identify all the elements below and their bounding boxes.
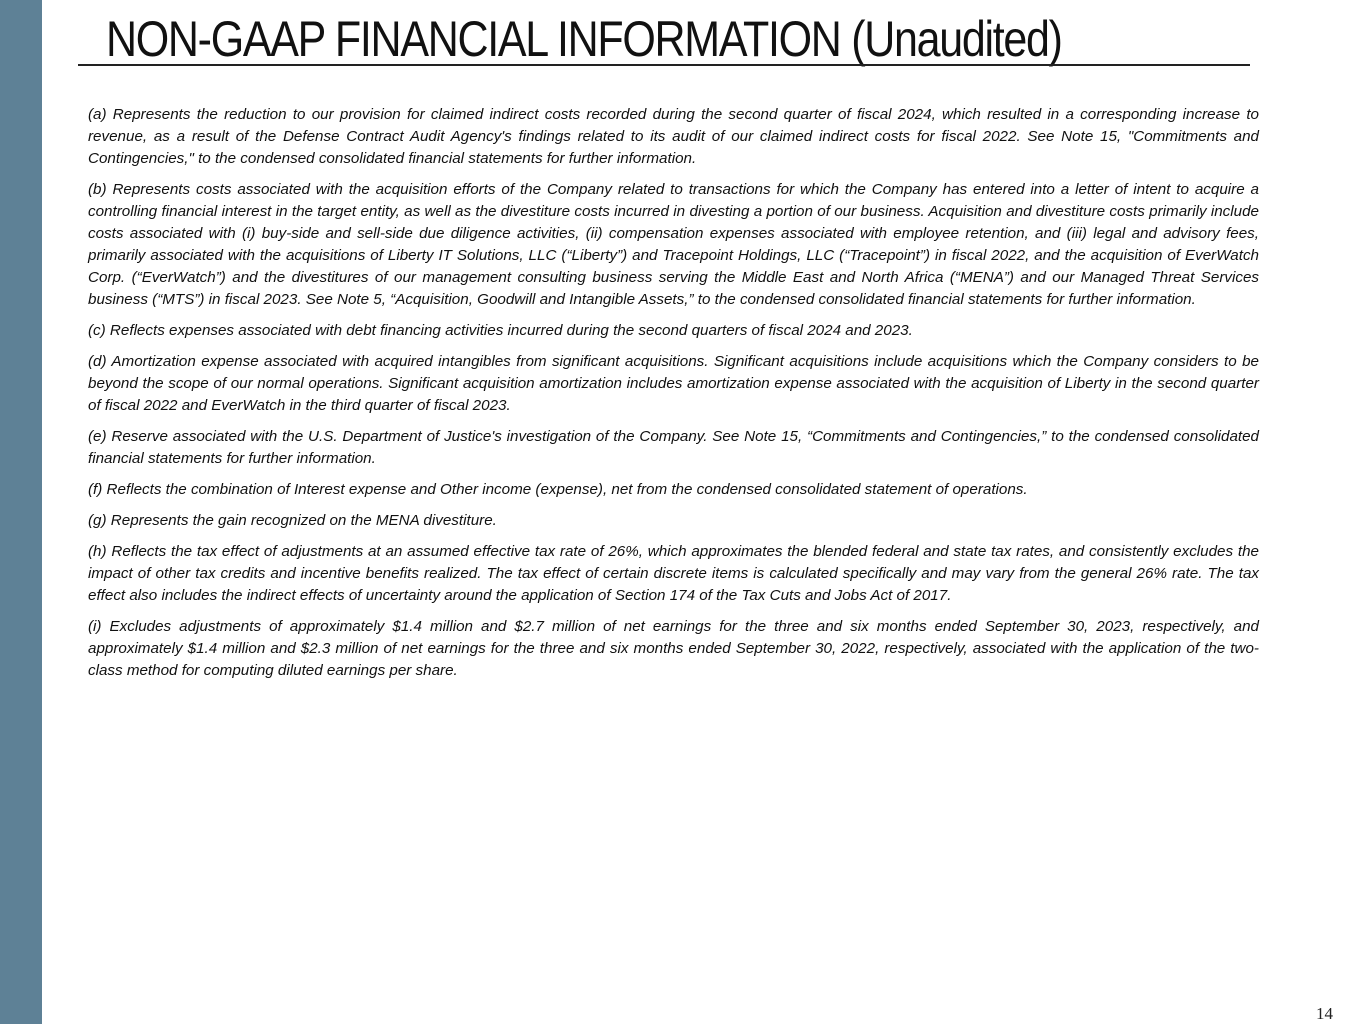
page-title: NON-GAAP FINANCIAL INFORMATION (Unaudited) (106, 11, 1062, 67)
footnotes (88, 104, 1259, 691)
footnote-i: (i) Excludes adjustments of approximately $1.4 million and $2.7 million of net earnings for the three and six months ended September 30, 2023, respectively, and approximately $1.4 million and $2.3 million of net earnings for the three and six months ended September 30, 2022, respectively, associated with the application of the two-class method for computing diluted earnings per share. (88, 618, 1259, 679)
footnote-c: (c) Reflects expenses associated with debt financing activities incurred during the second quarters of fiscal 2024 and 2023. (88, 322, 913, 339)
footnote-b: (b) Represents costs associated with the acquisition efforts of the Company related to transactions for which the Company has entered into a letter of intent to acquire a controlling financial interest in the target entity, as well as the divestiture costs incurred in divesting a portion of our business. Acquisition and divestiture costs primarily include costs associated with (i) buy-side and sell-side due diligence activities, (ii) compensation expenses associated with employee retention, and (iii) legal and advisory fees, primarily associated with the acquisitions of Liberty IT Solutions, LLC (“Liberty”) and Tracepoint Holdings, LLC (“Tracepoint”) in fiscal 2022, and the acquisition of EverWatch Corp. (“EverWatch”) and the divestitures of our management consulting business serving the Middle East and North Africa (“MENA”) and our Managed Threat Services business (“MTS”) in fiscal 2023. See Note 5, “Acquisition, Goodwill and Intangible Assets,” to the condensed consolidated financial statements for further information. (88, 181, 1259, 308)
footnote-f: (f) Reflects the combination of Interest expense and Other income (expense), net from the condensed consolidated statement of operations. (88, 481, 1028, 498)
footnote-g: (g) Represents the gain recognized on the MENA divestiture. (88, 512, 497, 529)
footnote-d: (d) Amortization expense associated with acquired intangibles from significant acquisitions. Significant acquisitions include acquisitions which the Company considers to be beyond the scope of our normal operations. Significant acquisition amortization includes amortization expense associated with the acquisition of Liberty in the second quarter of fiscal 2022 and EverWatch in the third quarter of fiscal 2023. (88, 353, 1259, 414)
page-number: 14 (1316, 1004, 1333, 1023)
footnote-h: (h) Reflects the tax effect of adjustments at an assumed effective tax rate of 26%, which approximates the blended federal and state tax rates, and consistently excludes the impact of other tax credits and incentive benefits realized. The tax effect of certain discrete items is calculated specifically and may vary from the general 26% rate. The tax effect also includes the indirect effects of uncertainty around the application of Section 174 of the Tax Cuts and Jobs Act of 2017. (88, 543, 1259, 604)
side-accent-bar (0, 0, 42, 1024)
footnote-e: (e) Reserve associated with the U.S. Department of Justice's investigation of the Company. See Note 15, “Commitments and Contingencies,” to the condensed consolidated financial statements for further information. (88, 428, 1259, 467)
footnote-a: (a) Represents the reduction to our provision for claimed indirect costs recorded during the second quarter of fiscal 2024, which resulted in a corresponding increase to revenue, as a result of the Defense Contract Audit Agency's findings related to its audit of our claimed indirect costs for fiscal 2022. See Note 15, "Commitments and Contingencies," to the condensed consolidated financial statements for further information. (88, 106, 1259, 167)
title-divider (78, 64, 1250, 66)
